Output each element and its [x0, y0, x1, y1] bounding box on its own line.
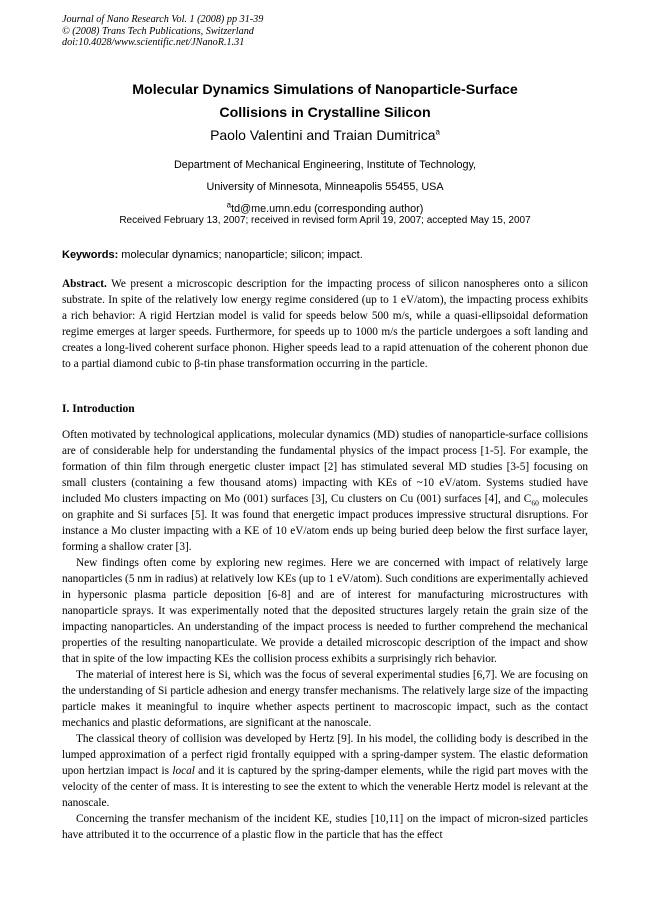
title-line-2: Collisions in Crystalline Silicon [219, 105, 431, 121]
affiliation-block [62, 154, 588, 220]
intro-paragraph-3: The material of interest here is Si, which was the focus of several experimental studies [6,7]. We are focusing on the understanding of Si particle adhesion and energy transfer mechanisms. The relatively large size of the impacting particle makes it meaningful to inquire whether aspects pertinent to macroscopic impact, such as the contact mechanics and plastic deformations, are significant at the nanoscale. [62, 669, 588, 729]
affiliation-line-2: University of Minnesota, Minneapolis 55455, USA [206, 181, 444, 193]
abstract-label: Abstract. [62, 278, 107, 290]
intro-paragraph-1 [62, 427, 588, 555]
journal-header [62, 14, 263, 49]
section-heading-introduction: I. Introduction [62, 403, 135, 415]
c60-subscript: 60 [531, 498, 539, 508]
abstract-text: We present a microscopic description for the impacting process of silicon nanospheres onto a silicon substrate. In spite of the relatively low energy regime considered (up to 1 eV/atom), the impacting process exhibits a rich behavior: A rigid Hertzian model is valid for speeds below 500 m/s, while a quasi-ellipsoidal deformation regime emerges at larger speeds. Furthermore, for speeds up to 1000 m/s the particle undergoes a soft landing and creates a long-lived coherent surface phonon. Higher speeds lead to a rapid attenuation of the coherent phonon due to a partial diamond cubic to β-tin phase transformation occurring in the particle. [62, 278, 588, 370]
keywords-line [62, 248, 588, 262]
intro-p4-italic: local [172, 765, 195, 777]
keywords-text: molecular dynamics; nanoparticle; silicon; impact. [118, 249, 363, 261]
intro-paragraph-2: New findings often come by exploring new regimes. Here we are concerned with impact of relatively large nanoparticles (5 nm in radius) at relatively low KEs (up to 1 eV/atom). Such conditions are experimentally achieved in hypersonic plasma particle deposition [6-8] and are of interest for manufacturing microstructures with nanoparticle sprays. It was experimentally noted that the deposited structures largely retain the grain size of the impacting nanoparticles. An understanding of the impact process is needed to further comprehend the mechanical properties of the resulting nanoparticulate. We provide a detailed microscopic description of the impact and show that in spite of the low impacting KEs the collision process exhibits a surprisingly rich behavior. [62, 557, 588, 665]
paper-title [62, 79, 588, 125]
copyright-line: © (2008) Trans Tech Publications, Switzerland [62, 25, 254, 37]
doi-line: doi:10.4028/www.scientific.net/JNanoR.1.31 [62, 37, 245, 48]
abstract-paragraph [62, 276, 588, 372]
intro-paragraph-4 [62, 731, 588, 811]
email-mark: a [226, 200, 232, 210]
email-text: td@me.umn.edu (corresponding author) [231, 203, 424, 215]
author-list [62, 126, 588, 144]
received-dates: Received February 13, 2007; received in revised form April 19, 2007; accepted May 15, 2007 [119, 215, 531, 226]
introduction-body [62, 427, 588, 843]
intro-paragraph-5: Concerning the transfer mechanism of the incident KE, studies [10,11] on the impact of micron-sized particles have attributed it to the occurrence of a plastic flow in the particle that has the effect [62, 813, 588, 841]
affiliation-line-1: Department of Mechanical Engineering, Institute of Technology, [173, 159, 477, 171]
author-affiliation-mark: a [435, 127, 440, 137]
intro-p4-text-b: and it is captured by the spring-damper elements, while the rigid part moves with the velocity of the center of mass. It is interesting to see the extent to which the venerable Hertz model is relevant at the nanoscale. [62, 765, 588, 809]
intro-p1-text-a: Often motivated by technological applications, molecular dynamics (MD) studies of nanoparticle-surface collisions are of considerable help for understanding the fundamental physics of the impact process [1-5]. For example, the formation of thin film through energetic cluster impact [2] has stimulated several MD studies [3-5] focusing on small clusters (containing a few thousand atoms) impacting with KEs of ~10 eV/atom. Systems studied have included Mo clusters impacting on Mo (001) surfaces [3], Cu clusters on Cu (001) surfaces [4], and C [62, 429, 588, 505]
journal-citation: Journal of Nano Research Vol. 1 (2008) pp 31-39 [62, 14, 264, 25]
keywords-label: Keywords: [62, 249, 119, 261]
intro-p4-text-a: The classical theory of collision was developed by Hertz [9]. In his model, the colliding body is described in the lumped approximation of a perfect rigid frontally equipped with a spring-damper system. The elastic deformation upon hertzian impact is [62, 733, 588, 777]
authors-text: Paolo Valentini and Traian Dumitrica [210, 127, 436, 143]
title-line-1: Molecular Dynamics Simulations of Nanoparticle-Surface [132, 82, 518, 98]
intro-p1-text-b: molecules on graphite and Si surfaces [5]. It was found that energetic impact produces impressive structural disruptions. For instance a Mo cluster impacting with a KE of 10 eV/atom ends up being buried deep below the first surface layer, forming a shallow crater [3]. [62, 493, 589, 553]
